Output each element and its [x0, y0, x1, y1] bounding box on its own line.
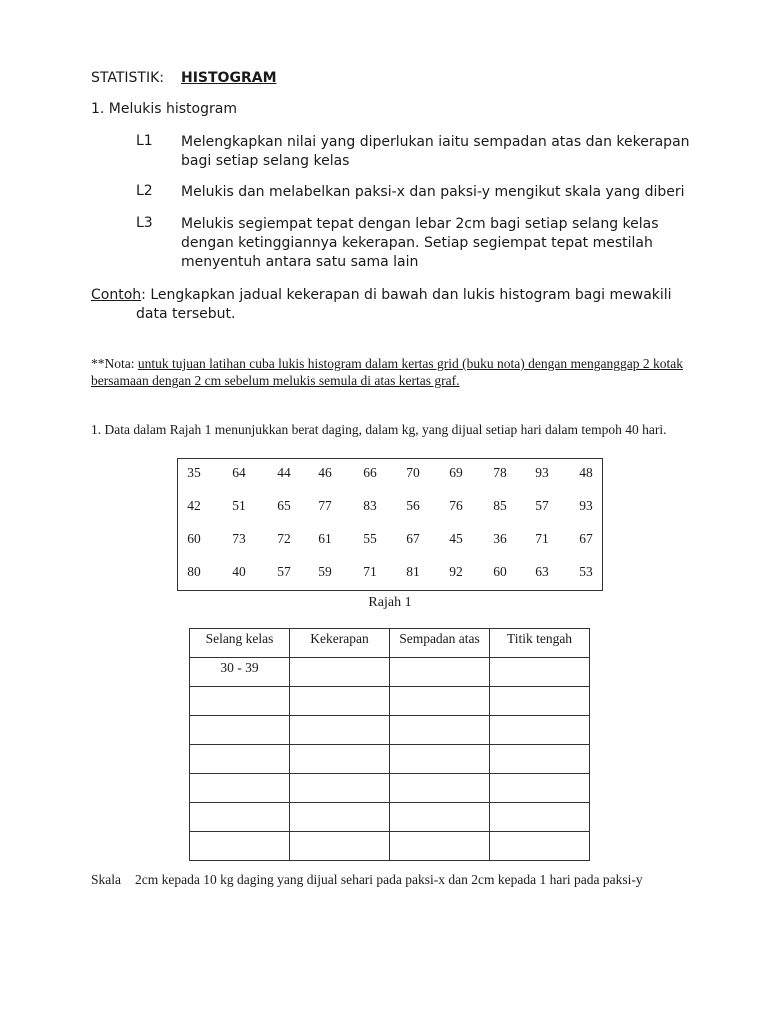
data-value: 57 [535, 498, 549, 513]
blank-cell [190, 803, 290, 832]
blank-cell [290, 832, 390, 861]
scale-label: Skala [91, 872, 121, 887]
data-value: 81 [406, 564, 420, 579]
data-value: 92 [449, 564, 463, 579]
blank-cell [390, 687, 490, 716]
figure-caption: Rajah 1 [368, 595, 412, 610]
column-header: Sempadan atas [390, 629, 490, 658]
data-value: 76 [449, 498, 463, 513]
blank-cell [290, 774, 390, 803]
scale-text: 2cm kepada 10 kg daging yang dijual sehari pada paksi-x dan 2cm kepada 1 hari pada paksi-y [135, 872, 643, 887]
data-row [178, 465, 602, 485]
data-value: 66 [363, 465, 377, 480]
column-header: Titik tengah [490, 629, 590, 658]
column-header: Selang kelas [190, 629, 290, 658]
blank-cell [390, 745, 490, 774]
blank-cell [390, 803, 490, 832]
blank-cell [390, 774, 490, 803]
question-text: 1. Data dalam Rajah 1 menunjukkan berat daging, dalam kg, yang dijual setiap hari dalam tempoh 40 hari. [91, 422, 667, 437]
data-value: 77 [318, 498, 332, 513]
data-row [178, 531, 602, 551]
data-value: 56 [406, 498, 420, 513]
step-code: L1 [136, 133, 153, 149]
data-value: 70 [406, 465, 420, 480]
blank-cell [190, 774, 290, 803]
data-value: 78 [493, 465, 507, 480]
column-header: Kekerapan [290, 629, 390, 658]
step-code: L3 [136, 215, 153, 231]
table-row [190, 658, 590, 687]
note [91, 355, 701, 389]
data-value: 71 [363, 564, 377, 579]
data-value: 71 [535, 531, 549, 546]
blank-cell [290, 803, 390, 832]
table-row [190, 832, 590, 861]
data-value: 60 [187, 531, 201, 546]
blank-cell [190, 745, 290, 774]
blank-cell [290, 716, 390, 745]
blank-cell [390, 658, 490, 687]
data-value: 36 [493, 531, 507, 546]
blank-cell [190, 687, 290, 716]
data-value: 57 [277, 564, 291, 579]
data-value: 72 [277, 531, 291, 546]
data-value: 59 [318, 564, 332, 579]
step-text: Melukis dan melabelkan paksi-x dan paksi-y mengikut skala yang diberi [181, 184, 685, 200]
data-value: 69 [449, 465, 463, 480]
data-value: 67 [406, 531, 420, 546]
class-cell: 30 - 39 [190, 658, 290, 687]
blank-cell [290, 658, 390, 687]
blank-cell [490, 803, 590, 832]
table-row [190, 716, 590, 745]
example-instruction [91, 286, 691, 324]
table-row [190, 687, 590, 716]
table-header-row [190, 629, 590, 658]
table-row [190, 745, 590, 774]
blank-cell [190, 832, 290, 861]
data-value: 55 [363, 531, 377, 546]
frequency-table [189, 628, 590, 861]
data-table [177, 458, 603, 591]
step-code: L2 [136, 183, 153, 199]
data-value: 93 [535, 465, 549, 480]
blank-cell [290, 687, 390, 716]
blank-cell [490, 832, 590, 861]
blank-cell [490, 745, 590, 774]
data-value: 63 [535, 564, 549, 579]
data-value: 44 [277, 465, 291, 480]
data-value: 85 [493, 498, 507, 513]
data-value: 67 [579, 531, 593, 546]
data-value: 61 [318, 531, 332, 546]
data-value: 45 [449, 531, 463, 546]
data-value: 73 [232, 531, 246, 546]
data-value: 65 [277, 498, 291, 513]
example-label: Contoh [91, 287, 142, 303]
step-text: Melengkapkan nilai yang diperlukan iaitu sempadan atas dan kekerapan bagi setiap selang kelas [181, 134, 690, 169]
example-text: : Lengkapkan jadual kekerapan di bawah dan lukis histogram bagi mewakili [141, 287, 672, 303]
blank-cell [190, 716, 290, 745]
data-value: 46 [318, 465, 332, 480]
data-value: 53 [579, 564, 593, 579]
data-row [178, 564, 602, 584]
blank-cell [490, 716, 590, 745]
data-value: 60 [493, 564, 507, 579]
note-text: untuk tujuan latihan cuba lukis histogram dalam kertas grid (buku nota) dengan menganggap 2 kotak bersamaan dengan 2 cm sebelum melukis semula di atas kertas graf. [91, 356, 683, 388]
blank-cell [490, 687, 590, 716]
table-row [190, 803, 590, 832]
table-row [190, 774, 590, 803]
data-value: 80 [187, 564, 201, 579]
step-text: Melukis segiempat tepat dengan lebar 2cm bagi setiap selang kelas dengan ketinggiannya kekerapan. Setiap segiempat tepat mestilah menyentuh antara satu sama lain [181, 216, 659, 270]
blank-cell [390, 832, 490, 861]
example-text-cont: data tersebut. [136, 306, 236, 322]
data-value: 35 [187, 465, 201, 480]
title-label: STATISTIK: [91, 70, 164, 86]
data-value: 48 [579, 465, 593, 480]
data-value: 40 [232, 564, 246, 579]
data-value: 64 [232, 465, 246, 480]
scale-note [91, 872, 731, 888]
blank-cell [490, 774, 590, 803]
data-value: 51 [232, 498, 246, 513]
data-value: 83 [363, 498, 377, 513]
blank-cell [490, 658, 590, 687]
blank-cell [390, 716, 490, 745]
blank-cell [290, 745, 390, 774]
data-row [178, 498, 602, 518]
page-title: HISTOGRAM [181, 70, 277, 86]
data-value: 42 [187, 498, 201, 513]
note-prefix: **Nota: [91, 356, 138, 371]
section-heading: 1. Melukis histogram [91, 101, 237, 117]
data-value: 93 [579, 498, 593, 513]
